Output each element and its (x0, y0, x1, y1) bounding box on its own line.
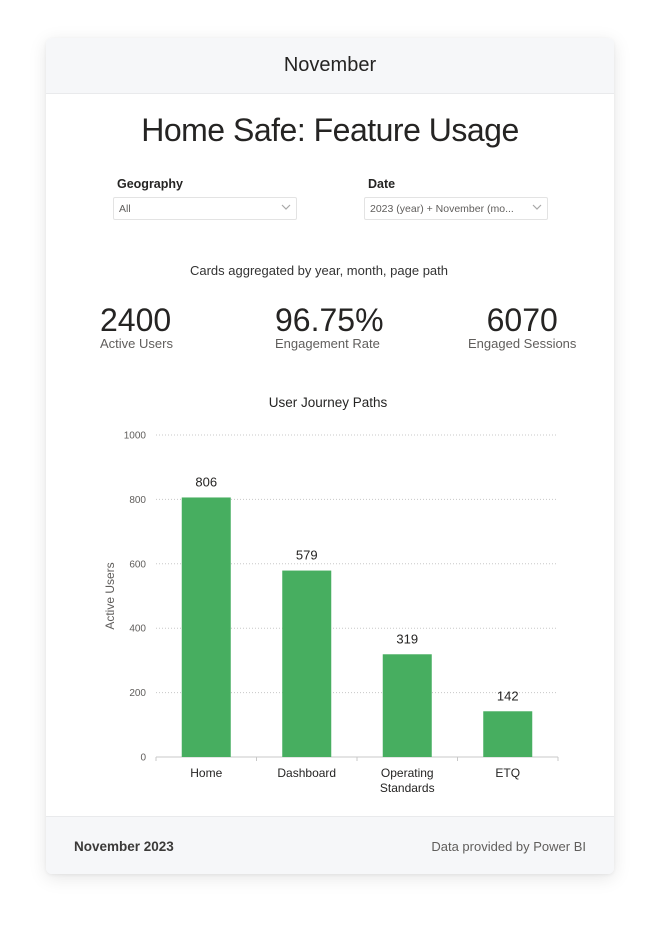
geography-select[interactable] (113, 197, 297, 220)
x-tick-label: Dashboard (277, 766, 337, 780)
date-select-value: 2023 (year) + November (mo... (370, 202, 514, 215)
data-label: 806 (195, 474, 218, 490)
bar-operating-standards (383, 654, 432, 757)
y-tick-label: 0 (140, 752, 146, 764)
chevron-down-icon (281, 202, 289, 210)
footer-period: November 2023 (74, 839, 174, 854)
x-tick-label: Operating (380, 766, 434, 780)
chevron-down-icon (532, 202, 540, 210)
report-card (46, 38, 614, 874)
date-filter (364, 177, 548, 220)
kpi-engaged-sessions (468, 300, 576, 351)
card-footer (46, 816, 614, 874)
cards-subtitle: Cards aggregated by year, month, page path (189, 263, 448, 278)
kpi-engagement-rate (275, 300, 384, 351)
geography-filter-label: Geography (117, 177, 183, 191)
x-tick-label: Standards (379, 781, 435, 795)
y-tick-label: 800 (129, 494, 146, 506)
x-tick-label: Home (190, 766, 223, 780)
date-select[interactable] (364, 197, 548, 220)
y-tick-label: 400 (129, 623, 146, 635)
bar-etq (483, 711, 532, 757)
page-title: Home Safe: Feature Usage (141, 112, 519, 148)
footer-source: Data provided by Power BI (431, 839, 586, 854)
x-tick-label: ETQ (495, 766, 521, 780)
geography-select-value: All (119, 202, 131, 215)
y-tick-label: 600 (129, 559, 146, 571)
kpi-label: Engaged Sessions (468, 336, 577, 351)
y-axis-title: Active Users (103, 562, 117, 630)
kpi-value: 6070 (486, 302, 558, 338)
y-tick-label: 1000 (123, 430, 146, 442)
y-tick-label: 200 (129, 688, 146, 700)
data-label: 319 (396, 631, 419, 647)
kpi-label: Engagement Rate (275, 336, 380, 351)
bar-dashboard (282, 571, 331, 757)
data-label: 579 (295, 547, 318, 563)
kpi-active-users (100, 300, 173, 351)
card-header (46, 38, 614, 94)
bar-home (182, 497, 231, 757)
header-title: November (283, 54, 377, 76)
kpi-label: Active Users (100, 336, 173, 351)
kpi-value: 2400 (100, 302, 172, 338)
date-filter-label: Date (368, 177, 396, 191)
bar-chart (46, 418, 614, 818)
geography-filter (113, 177, 297, 220)
kpi-value: 96.75% (275, 302, 384, 338)
data-label: 142 (496, 688, 519, 704)
chart-title: User Journey Paths (268, 395, 388, 410)
